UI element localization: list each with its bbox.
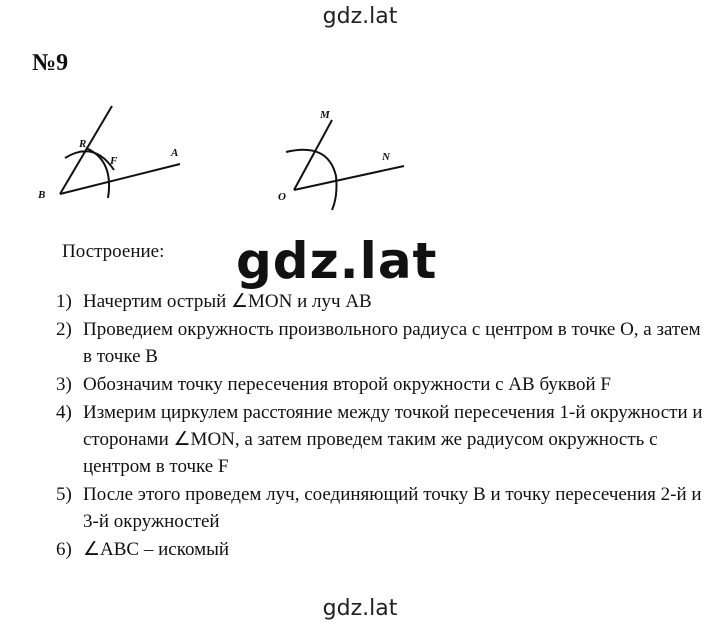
step-text: После этого проведем луч, соединяющий точку B и точку пересечения 2-й и 3-й окружностей — [83, 484, 702, 532]
construction-steps — [56, 288, 706, 564]
step-item — [56, 481, 706, 535]
label-o: O — [278, 191, 286, 203]
step-number: 5) — [56, 484, 72, 505]
construction-heading: Построение: — [62, 241, 165, 262]
label-r: R — [79, 138, 87, 150]
task-number: №9 — [32, 50, 69, 76]
step-text: ∠ABC – искомый — [83, 539, 230, 560]
step-item — [56, 536, 706, 563]
step-text: Измерим циркулем расстояние между точкой пересечения 1-й окружности и сторонами ∠MON, а затем проведем таким же радиусом окружность с центром в точке F — [83, 402, 703, 477]
figure-angle-mon — [270, 100, 420, 215]
step-text: Обозначим точку пересечения второй окружности с AB буквой F — [83, 374, 611, 395]
step-text: Начертим острый ∠MON и луч AB — [83, 291, 372, 312]
arc-from-f — [86, 148, 109, 198]
label-m: M — [320, 109, 330, 121]
ray-br — [60, 106, 112, 194]
site-footer-label: gdz.lat — [322, 596, 398, 621]
ray-om — [294, 120, 332, 190]
step-number: 6) — [56, 539, 72, 560]
step-text: Проведием окружность произвольного радиуса с центром в точке O, а затем в точке B — [83, 319, 701, 367]
watermark: gdz.lat — [236, 232, 438, 290]
label-n: N — [382, 151, 390, 163]
site-header-label: gdz.lat — [322, 4, 398, 29]
step-number: 2) — [56, 319, 72, 340]
step-item — [56, 371, 706, 398]
ray-on — [294, 166, 404, 190]
step-number: 4) — [56, 402, 72, 423]
step-item — [56, 399, 706, 480]
label-f: F — [110, 155, 118, 167]
ray-ba — [60, 164, 180, 194]
step-number: 3) — [56, 374, 72, 395]
step-item — [56, 316, 706, 370]
step-number: 1) — [56, 291, 72, 312]
figure-angle-abr — [30, 100, 200, 210]
label-b: B — [38, 189, 46, 201]
step-item — [56, 288, 706, 315]
label-a: A — [171, 147, 179, 159]
